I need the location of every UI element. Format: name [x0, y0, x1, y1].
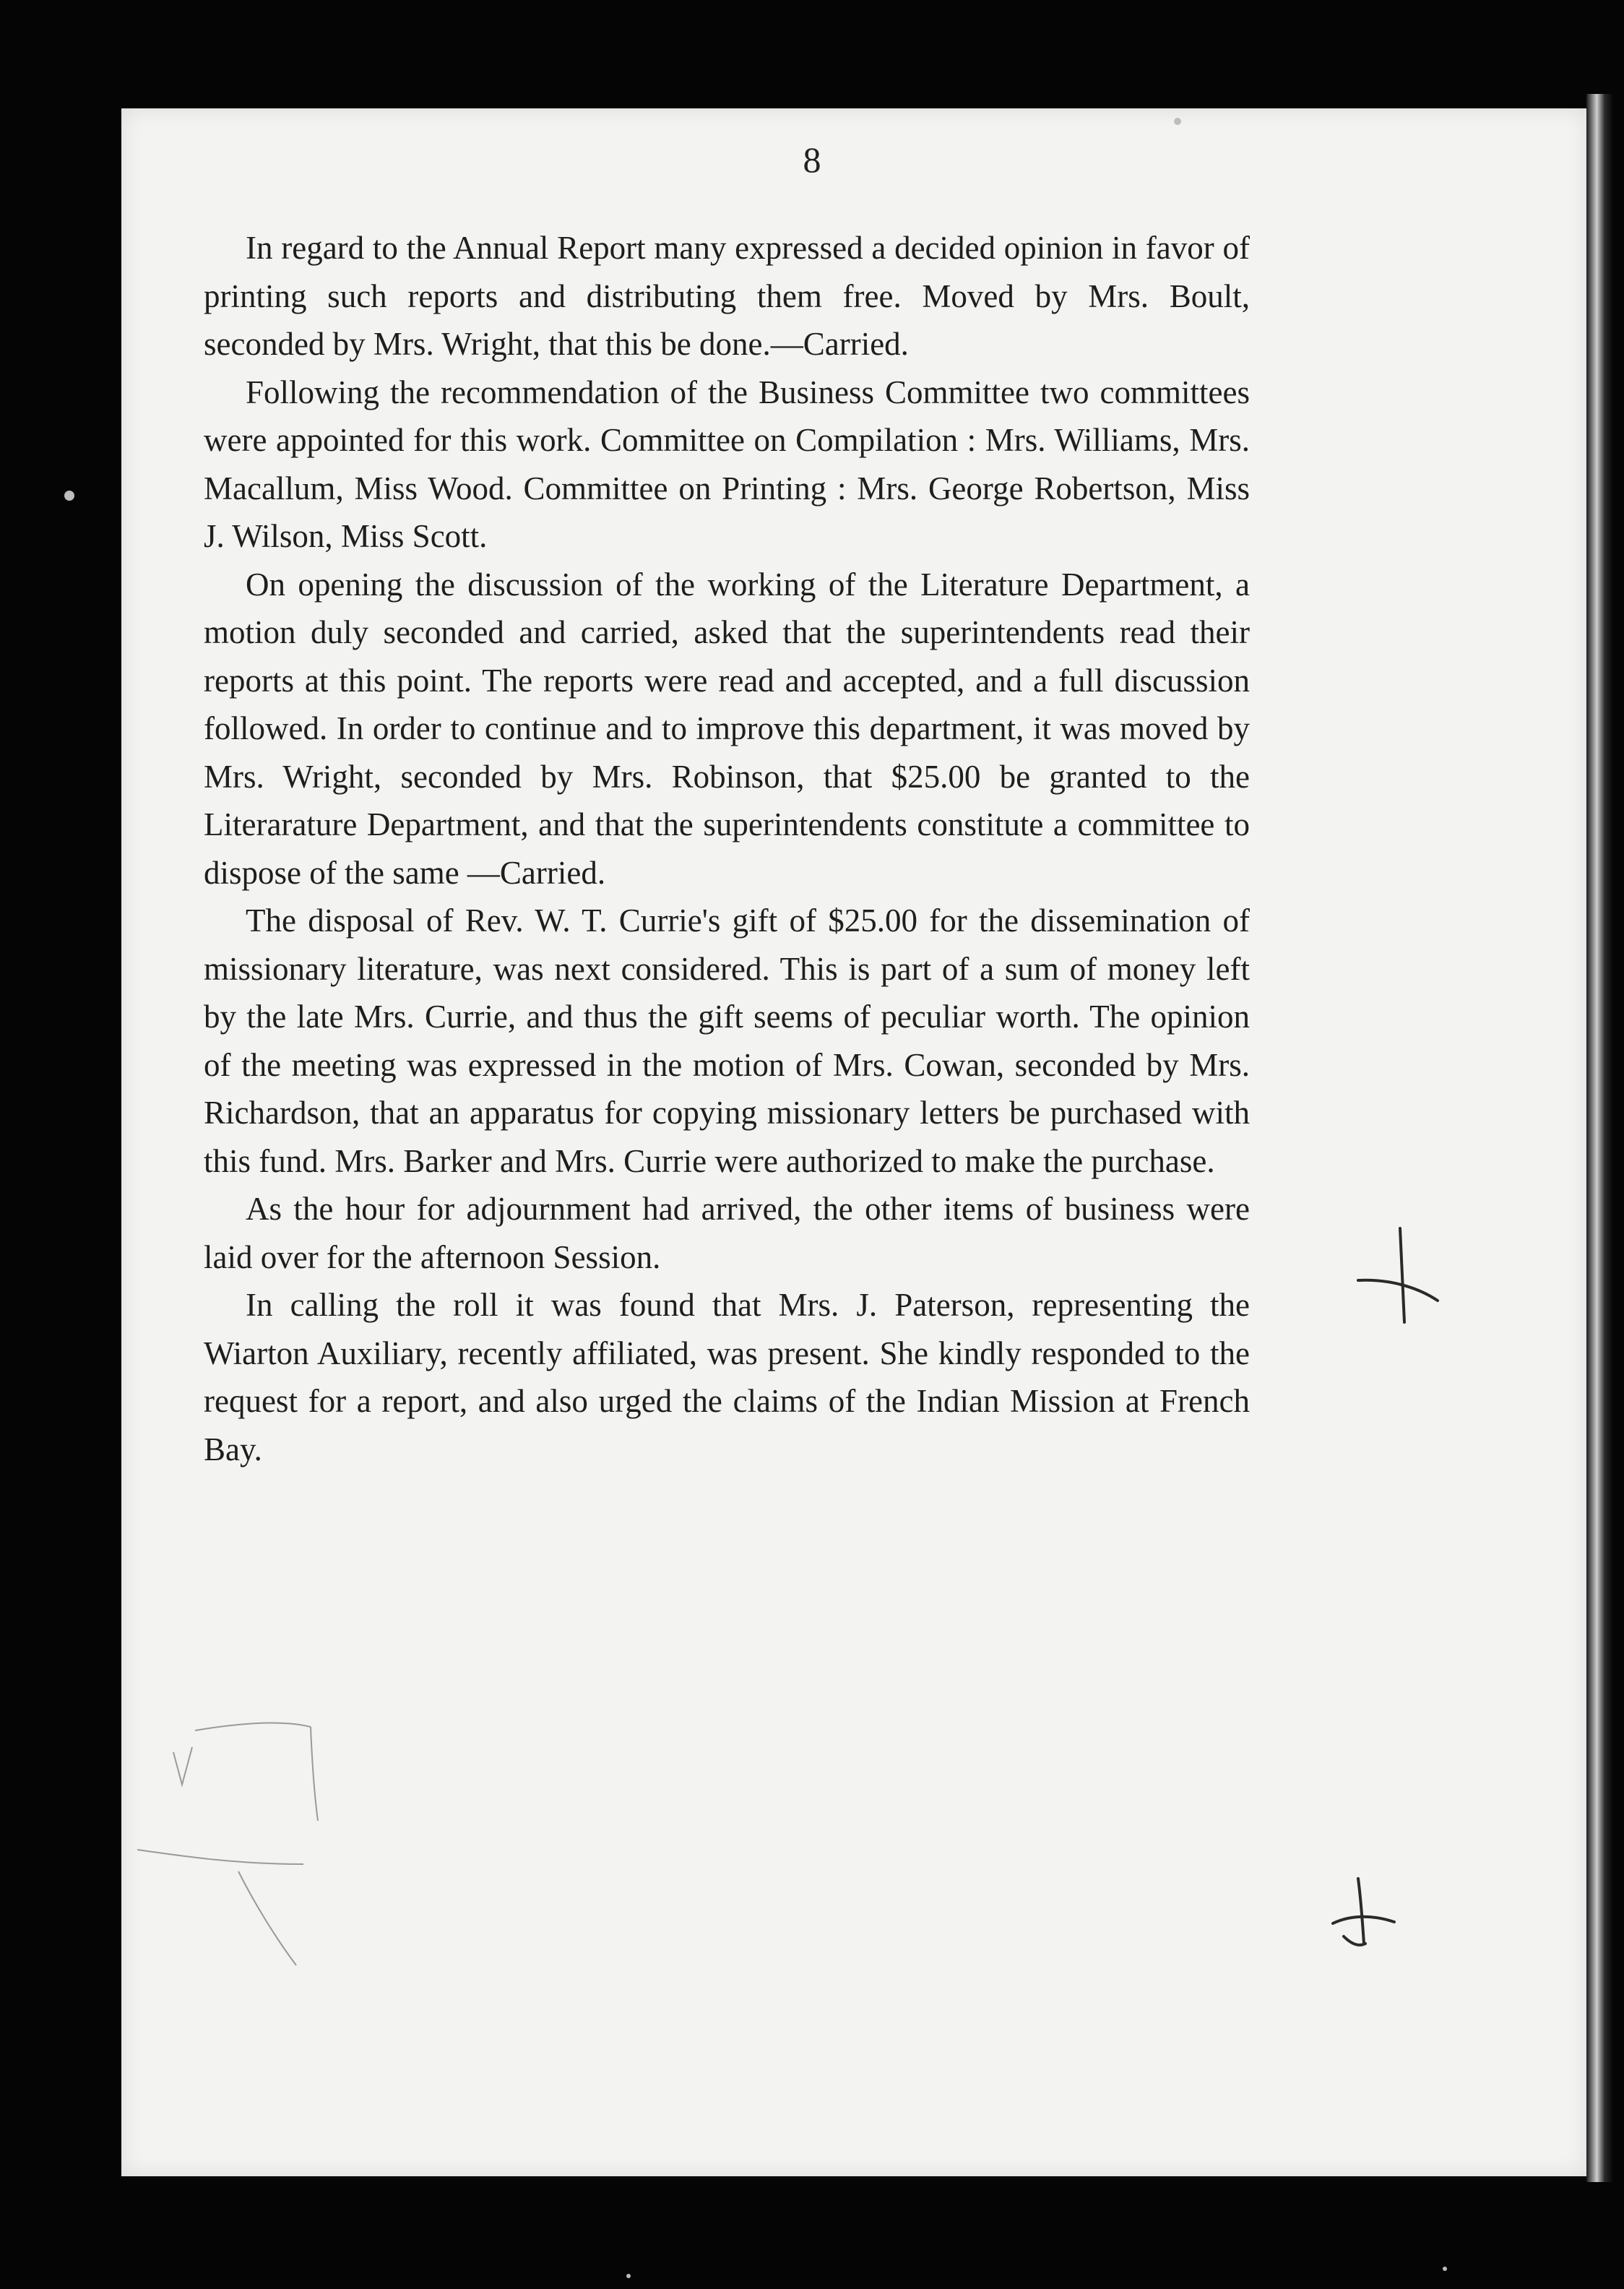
paragraph-adjournment: As the hour for adjournment had arrived, the other items of business were laid over for the afternoon Session.: [204, 1191, 1250, 1275]
paragraph-roll-call: In calling the roll it was found that Mrs. J. Paterson, representing the Wiarton Auxiliary, recently affiliated, was present. She kindly responded to the request for a report, and also urged the claims of the Indian Mission at French Bay.: [204, 1287, 1250, 1467]
paragraph-literature-department: On opening the discussion of the working of the Literature Department, a motion duly seconded and carried, asked that the superintendents read their reports at this point. The reports were read and accepted, and a full discussion followed. In order to continue and to improve this department, it was moved by Mrs. Wright, seconded by Mrs. Robinson, that $25.00 be granted to the Literarature Department, and that the superintendents constitute a committee to dispose of the same —Carried.: [204, 566, 1250, 891]
page-number: 8: [803, 139, 821, 180]
page-body: [204, 224, 1250, 1473]
page-edge: [1586, 94, 1612, 2182]
paragraph-currie-gift: The disposal of Rev. W. T. Currie's gift of $25.00 for the dissemination of missionary literature, was next considered. This is part of a sum of money left by the late Mrs. Currie, and thus the gift seems of peculiar worth. The opinion of the meeting was expressed in the motion of Mrs. Cowan, seconded by Mrs. Richardson, that an apparatus for copying missionary letters be purchased with this fund. Mrs. Barker and Mrs. Currie were authorized to make the purchase.: [204, 902, 1250, 1179]
paragraph-committees: Following the recommendation of the Business Committee two committees were appointed for this work. Committee on Compilation : Mrs. Williams, Mrs. Macallum, Miss Wood. Committee on Printing : Mrs. George Robertson, Miss J. Wilson, Miss Scott.: [204, 374, 1250, 554]
paragraph-annual-report: In regard to the Annual Report many expressed a decided opinion in favor of printing such reports and distributing them free. Moved by Mrs. Boult, seconded by Mrs. Wright, that this be done.—Carried.: [204, 230, 1250, 362]
